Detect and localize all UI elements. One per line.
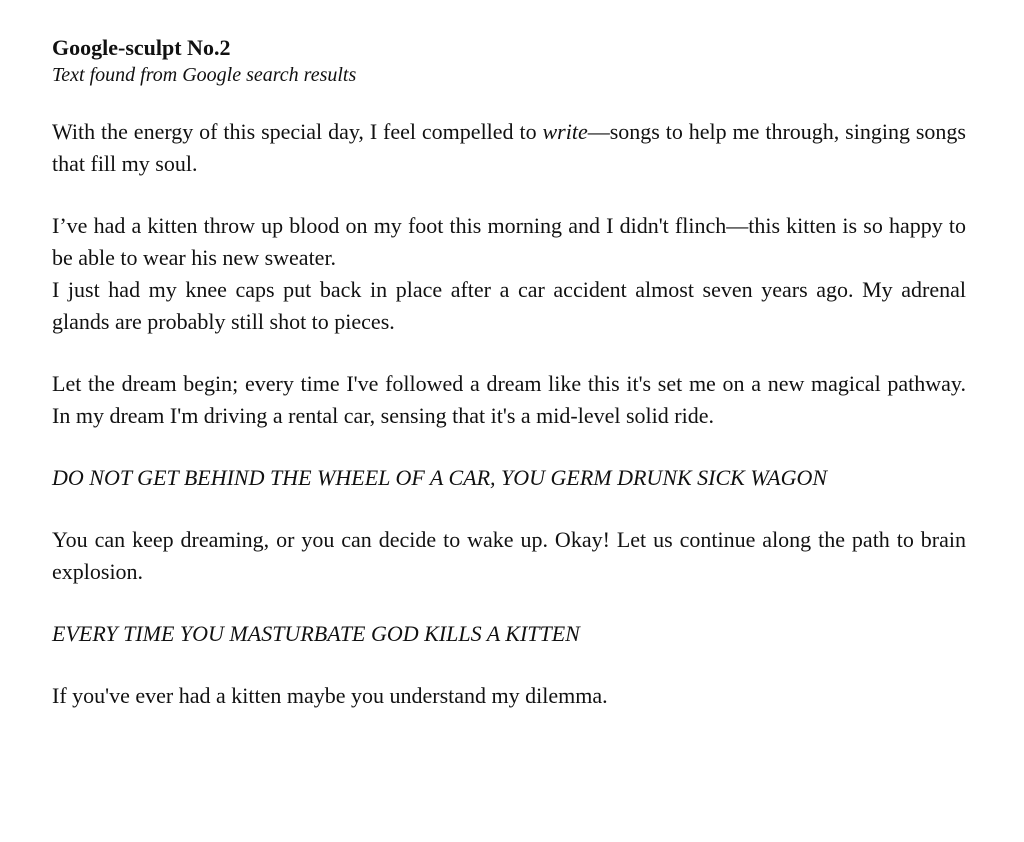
paragraph-4: Let the dream begin; every time I've followed a dream like this it's set me on a new magical pathway. In my dream I'm driving a rental car, sensing that it's a mid-level solid ride. [52,371,966,428]
paragraph-6: You can keep dreaming, or you can decide to wake up. Okay! Let us continue along the path to brain explosion. [52,527,966,584]
paragraph-1 [52,116,966,180]
paragraph-1-end: —songs to help me through, singing songs that fill my soul. [52,119,966,176]
paragraph-3: I just had my knee caps put back in place after a car accident almost seven years ago. My adrenal glands are probably still shot to pieces. [52,277,966,334]
paragraph-7: EVERY TIME YOU MASTURBATE GOD KILLS A KITTEN [52,621,580,646]
paragraph-8: If you've ever had a kitten maybe you understand my dilemma. [52,683,608,708]
document-subtitle: Text found from Google search results [52,64,357,86]
paragraph-2: I’ve had a kitten throw up blood on my foot this morning and I didn't flinch—this kitten is so happy to be able to wear his new sweater. [52,213,966,270]
paragraph-1-emphasis: write [542,119,588,144]
paragraph-5: DO NOT GET BEHIND THE WHEEL OF A CAR, YOU GERM DRUNK SICK WAGON [52,465,828,490]
paragraph-1-start: With the energy of this special day, I feel compelled to [52,119,543,144]
document-title: Google-sculpt No.2 [52,35,231,60]
document-page [52,34,966,742]
